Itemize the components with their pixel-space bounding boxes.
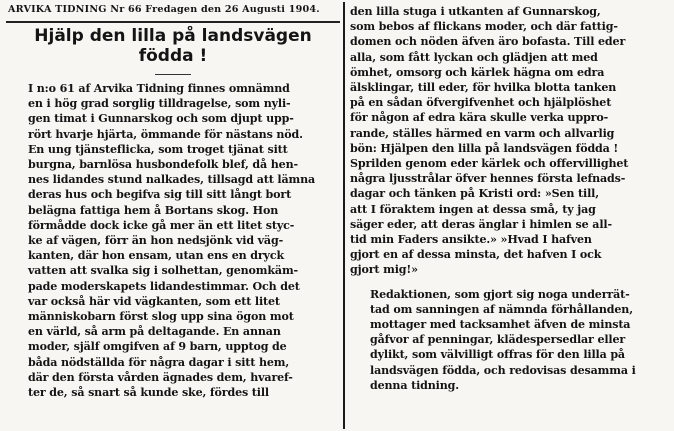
right-para-1-line: rande, ställes härmed en varm och allvarlig	[350, 126, 615, 140]
right-para-1-line: för någon af edra kära skulle verka uppro-	[350, 111, 609, 125]
left-column-line: En ung tjänsteflicka, som troget tjänat sitt	[28, 142, 288, 156]
left-column-line: kanten, där hon ensam, utan ens en dryck	[28, 249, 284, 263]
masthead-rule	[6, 21, 340, 23]
article-headline	[8, 26, 338, 66]
left-column-line: deras hus och begifva sig till sitt långt bort	[28, 188, 292, 202]
right-para-1-line: domen och nöden äfven äro bofasta. Till eder	[350, 35, 626, 49]
left-column-line: I n:o 61 af Arvika Tidning finnes omnämnd	[28, 82, 290, 95]
right-para-2-line: tad om sanningen af nämnda förhållanden,	[370, 302, 633, 316]
right-para-1-line: några ljusstrålar öfver hennes första lefnads-	[350, 172, 626, 186]
left-column-line: var också här vid vägkanten, som ett litet	[28, 294, 280, 308]
right-para-1-line: Sprilden genom eder kärlek och offervillighet	[350, 157, 629, 171]
right-para-2-line: mottager med tacksamhet äfven de minsta	[370, 318, 631, 332]
masthead: ARVIKA TIDNING Nr 66 Fredagen den 26 Augusti 1904.	[8, 4, 320, 15]
left-column-line: pade moderskapets lidandestimmar. Och det	[28, 279, 300, 293]
left-column-line: människobarn först slog upp sina ögon mot	[28, 310, 294, 324]
right-para-1-line: ömhet, omsorg och kärlek hägna om edra	[350, 65, 605, 79]
article-body-right-para-2	[350, 287, 668, 393]
left-column-line: ter de, så snart så kunde ske, fördes till	[28, 386, 269, 400]
right-para-1-line: gjort mig!»	[350, 263, 418, 277]
paragraph-gap	[350, 278, 668, 287]
left-column	[8, 26, 338, 429]
left-column-line: moder, själf omgifven af 9 barn, upptog de	[28, 340, 287, 354]
left-column-line: där den första vården ägnades dem, hvaref-	[28, 370, 293, 384]
right-para-2-line: denna tidning.	[370, 378, 459, 392]
right-para-1-line: säger eder, att deras änglar i himlen se all-	[350, 217, 612, 231]
right-column	[350, 4, 668, 429]
right-para-2-line: landsvägen födda, och redovisas desamma i	[370, 363, 636, 377]
left-column-line: rört hvarje hjärta, ömmande för nästans nöd.	[28, 127, 303, 141]
left-column-line: ke af vägen, förr än hon nedsjönk vid väg-	[28, 234, 284, 248]
right-para-1-line: tid min Faders ansikte.» »Hvad I hafven	[350, 233, 592, 247]
left-column-line: vatten att svalka sig i solhettan, genomkäm-	[28, 264, 299, 278]
left-column-line: belägna fattiga hem å Bortans skog. Hon	[28, 203, 279, 217]
right-para-2-line: gåfvor af penningar, klädespersedlar eller	[370, 333, 626, 347]
headline-line-2: födda !	[138, 46, 208, 66]
left-column-line: en värld, så arm på deltagande. En annan	[28, 325, 281, 339]
left-column-line: förmådde dock icke gå mer än ett litet styc-	[28, 218, 295, 232]
right-para-1-line: älsklingar, till eder, för hvilka blotta tanken	[350, 81, 617, 95]
left-column-line: en i hög grad sorglig tilldragelse, som nyli-	[28, 97, 291, 111]
headline-line-1: Hjälp den lilla på landsvägen	[34, 26, 312, 46]
right-para-1-line: att I föraktem ingen at dessa små, ty jag	[350, 202, 596, 216]
right-para-1-line: bön: Hjälpen den lilla på landsvägen födda !	[350, 141, 619, 155]
headline-rule	[155, 74, 191, 75]
article-body-left	[8, 81, 338, 400]
right-para-1-line: som bebos af flickans moder, och där fattig-	[350, 20, 618, 34]
left-column-line: nes lidandes stund nalkades, tillsagd att lämna	[28, 173, 316, 187]
article-body-right-para-1	[350, 4, 668, 278]
right-para-1-line: dagar och tänken på Kristi ord: »Sen till,	[350, 187, 599, 201]
right-para-1-line: gjort en af dessa minsta, det hafven I ock	[350, 248, 602, 262]
right-para-1-line: på en sådan öfvergifvenhet och hjälplöshet	[350, 96, 612, 110]
column-divider	[343, 2, 345, 429]
left-column-line: båda nödställda för några dagar i sitt hem,	[28, 355, 290, 369]
left-column-line: burgna, barnlösa husbondefolk blef, då hen-	[28, 158, 298, 172]
right-para-1-line: alla, som fått lyckan och glädjen att med	[350, 50, 598, 64]
left-column-line: gen timat i Gunnarskog och som djupt upp-	[28, 112, 294, 126]
right-para-1-line: den lilla stuga i utkanten af Gunnarskog,	[350, 5, 601, 18]
right-para-2-line: Redaktionen, som gjort sig noga underrät-	[370, 287, 630, 301]
right-para-2-line: dylikt, som välvilligt offras för den lilla på	[370, 348, 625, 362]
